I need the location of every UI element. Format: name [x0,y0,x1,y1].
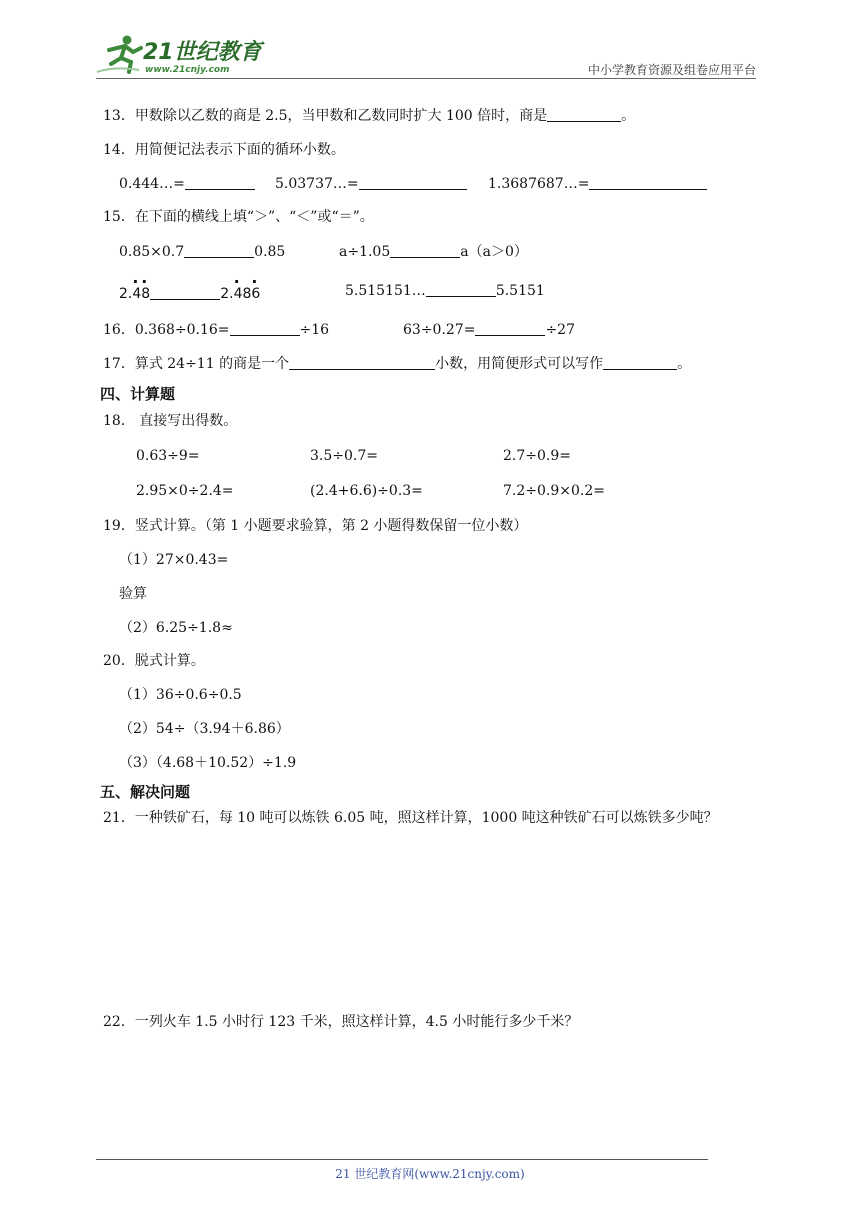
q17-blank-1[interactable] [289,355,435,370]
section-5-title: 五、解决问题 [100,783,191,801]
q15-r2b-blank[interactable] [426,282,496,297]
q13-text: 13．甲数除以乙数的商是 2.5，当甲数和乙数同时扩大 100 倍时，商是 [103,108,548,124]
repeating-digit: · 4 [233,272,243,302]
q14-a-label: 0.444…= [119,176,185,192]
q16-b-right: ÷27 [545,322,575,338]
repeat-dot-icon: · [233,272,240,291]
repeat-dot-icon: · [251,272,258,291]
q16-b-blank[interactable] [475,321,545,336]
q18-item: 2.95×0÷2.4= [136,483,234,499]
logo-title: 21世纪教育 [143,40,262,65]
q15-r1b-blank[interactable] [390,243,460,258]
q14-b-label: 5.03737…= [275,176,359,192]
q17-blank-2[interactable] [603,355,677,370]
repeating-digit: · 8 [141,272,151,302]
question-15: 15．在下面的横线上填“＞”、“＜”或“＝”。 [103,209,374,225]
q16-item-a [103,321,329,339]
section-4-title: 四、计算题 [100,385,176,403]
q14-a-blank[interactable] [185,175,255,190]
q18-item: 0.63÷9= [136,448,200,464]
q18-item: 2.7÷0.9= [503,448,571,464]
q15-r2a-right-int: 2. [220,286,234,302]
q14-b-blank[interactable] [359,175,467,190]
q16-b-left: 63÷0.27= [403,322,476,338]
runner-logo-icon [95,32,265,76]
repeating-digit: · 6 [251,272,261,302]
q15-r2a-left-int: 2. [119,286,133,302]
q17-end: 。 [677,356,692,372]
q16-a-blank[interactable] [230,321,300,336]
question-18: 18． 直接写出得数。 [103,413,238,429]
q18-item: 3.5÷0.7= [310,448,378,464]
question-14: 14．用简便记法表示下面的循环小数。 [103,142,345,158]
q15-r2b-left: 5.515151… [345,283,426,299]
q14-c-label: 1.3687687…= [488,176,590,192]
q15-r2a-blank[interactable] [150,285,220,300]
q19-check-label: 验算 [119,586,147,602]
q14-item-a [119,175,255,193]
question-22: 22．一列火车 1.5 小时行 123 千米，照这样计算，4.5 小时能行多少千米？ [103,1014,579,1030]
q15-row1-a [119,243,285,261]
q19-part-1: （1）27×0.43= [119,552,229,568]
q15-r1a-right: 0.85 [254,244,286,260]
q20-part-3: （3）（4.68＋10.52）÷1.9 [119,755,297,771]
q15-row2-a: 2. · 4 · 8 2. · 48 · 6 [119,272,261,302]
header-divider [96,78,756,79]
q15-row1-b [339,243,528,261]
q18-item: (2.4+6.6)÷0.3= [310,483,423,499]
q16-a-right: ÷16 [299,322,330,338]
logo-url: www.21cnjy.com [145,65,230,75]
q20-part-2: （2）54÷（3.94＋6.86） [119,721,290,737]
q17-text: 17．算式 24÷11 的商是一个 [103,356,290,372]
q15-r1a-blank[interactable] [184,243,254,258]
q13-answer-blank[interactable] [547,107,621,122]
q15-r1a-left: 0.85×0.7 [119,244,185,260]
q15-row2-b [345,282,545,300]
q18-item: 7.2÷0.9×0.2= [503,483,605,499]
question-20: 20．脱式计算。 [103,653,205,669]
q17-mid: 小数，用简便形式可以写作 [435,356,604,372]
repeat-dot-icon: · [132,272,139,291]
question-13 [103,107,635,125]
q20-part-1: （1）36÷0.6÷0.5 [119,687,242,703]
q13-end: 。 [621,108,636,124]
q15-r2b-right: 5.5151 [495,283,545,299]
footer-divider [96,1159,708,1160]
repeat-dot-icon: · [141,272,148,291]
q14-c-blank[interactable] [589,175,707,190]
q15-r1b-left: a÷1.05 [339,244,391,260]
q14-item-c [488,175,707,193]
platform-name: 中小学教育资源及组卷应用平台 [587,63,756,77]
q15-r1b-right: a（a＞0） [460,244,528,260]
site-logo [95,32,265,76]
q16-a-left: 16．0.368÷0.16= [103,322,230,338]
repeating-digit: · 4 [132,272,142,302]
q14-item-b [275,175,467,193]
question-17 [103,355,691,373]
q16-item-b [403,321,575,339]
question-21: 21．一种铁矿石，每 10 吨可以炼铁 6.05 吨，照这样计算，1000 吨这种铁矿石可以炼铁多少吨？ [103,810,718,826]
question-19: 19．竖式计算。（第 1 小题要求验算，第 2 小题得数保留一位小数） [103,518,528,534]
q19-part-2: （2）6.25÷1.8≈ [119,620,233,636]
footer-link[interactable]: 21 世纪教育网(www.21cnjy.com) [335,1167,525,1181]
